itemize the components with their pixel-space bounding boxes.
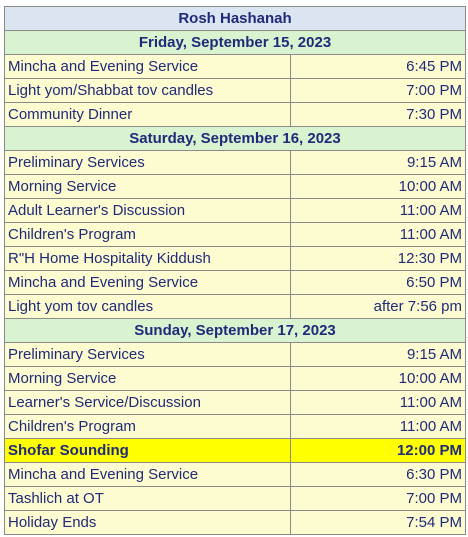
event-time: 6:45 PM	[291, 55, 466, 79]
event-name: Morning Service	[5, 175, 291, 199]
event-row	[5, 175, 466, 199]
schedule-title: Rosh Hashanah	[5, 7, 466, 31]
highlighted-event-row	[5, 439, 466, 463]
event-row	[5, 151, 466, 175]
day-heading: Sunday, September 17, 2023	[5, 319, 466, 343]
event-name: Morning Service	[5, 367, 291, 391]
event-time: 10:00 AM	[291, 367, 466, 391]
event-row	[5, 79, 466, 103]
event-name: Tashlich at OT	[5, 487, 291, 511]
event-row	[5, 415, 466, 439]
event-time: 10:00 AM	[291, 175, 466, 199]
event-row	[5, 391, 466, 415]
day-header-row	[5, 127, 466, 151]
event-time: 9:15 AM	[291, 343, 466, 367]
schedule-body	[5, 7, 466, 535]
event-row	[5, 271, 466, 295]
event-row	[5, 463, 466, 487]
event-row	[5, 343, 466, 367]
event-name: Light yom/Shabbat tov candles	[5, 79, 291, 103]
event-name: Learner's Service/Discussion	[5, 391, 291, 415]
event-name: Children's Program	[5, 223, 291, 247]
event-name: Community Dinner	[5, 103, 291, 127]
event-name: Mincha and Evening Service	[5, 271, 291, 295]
event-time: 7:30 PM	[291, 103, 466, 127]
event-time: 11:00 AM	[291, 415, 466, 439]
event-time: 11:00 AM	[291, 223, 466, 247]
day-header-row	[5, 31, 466, 55]
event-time: 11:00 AM	[291, 199, 466, 223]
event-time: 11:00 AM	[291, 391, 466, 415]
event-name: Mincha and Evening Service	[5, 55, 291, 79]
event-name: Shofar Sounding	[5, 439, 291, 463]
event-time: 12:30 PM	[291, 247, 466, 271]
event-row	[5, 55, 466, 79]
event-time: 7:54 PM	[291, 511, 466, 535]
event-name: R"H Home Hospitality Kiddush	[5, 247, 291, 271]
day-heading: Friday, September 15, 2023	[5, 31, 466, 55]
event-row	[5, 511, 466, 535]
event-row	[5, 487, 466, 511]
event-name: Preliminary Services	[5, 151, 291, 175]
day-header-row	[5, 319, 466, 343]
event-time: 6:50 PM	[291, 271, 466, 295]
event-time: 9:15 AM	[291, 151, 466, 175]
event-name: Holiday Ends	[5, 511, 291, 535]
event-row	[5, 295, 466, 319]
event-time: 7:00 PM	[291, 487, 466, 511]
event-time: 12:00 PM	[291, 439, 466, 463]
title-row	[5, 7, 466, 31]
event-row	[5, 367, 466, 391]
event-time: 6:30 PM	[291, 463, 466, 487]
event-name: Mincha and Evening Service	[5, 463, 291, 487]
event-name: Children's Program	[5, 415, 291, 439]
event-name: Preliminary Services	[5, 343, 291, 367]
event-time: 7:00 PM	[291, 79, 466, 103]
event-time: after 7:56 pm	[291, 295, 466, 319]
event-row	[5, 223, 466, 247]
day-heading: Saturday, September 16, 2023	[5, 127, 466, 151]
event-row	[5, 247, 466, 271]
schedule-table	[4, 6, 466, 535]
event-row	[5, 199, 466, 223]
event-row	[5, 103, 466, 127]
event-name: Adult Learner's Discussion	[5, 199, 291, 223]
event-name: Light yom tov candles	[5, 295, 291, 319]
